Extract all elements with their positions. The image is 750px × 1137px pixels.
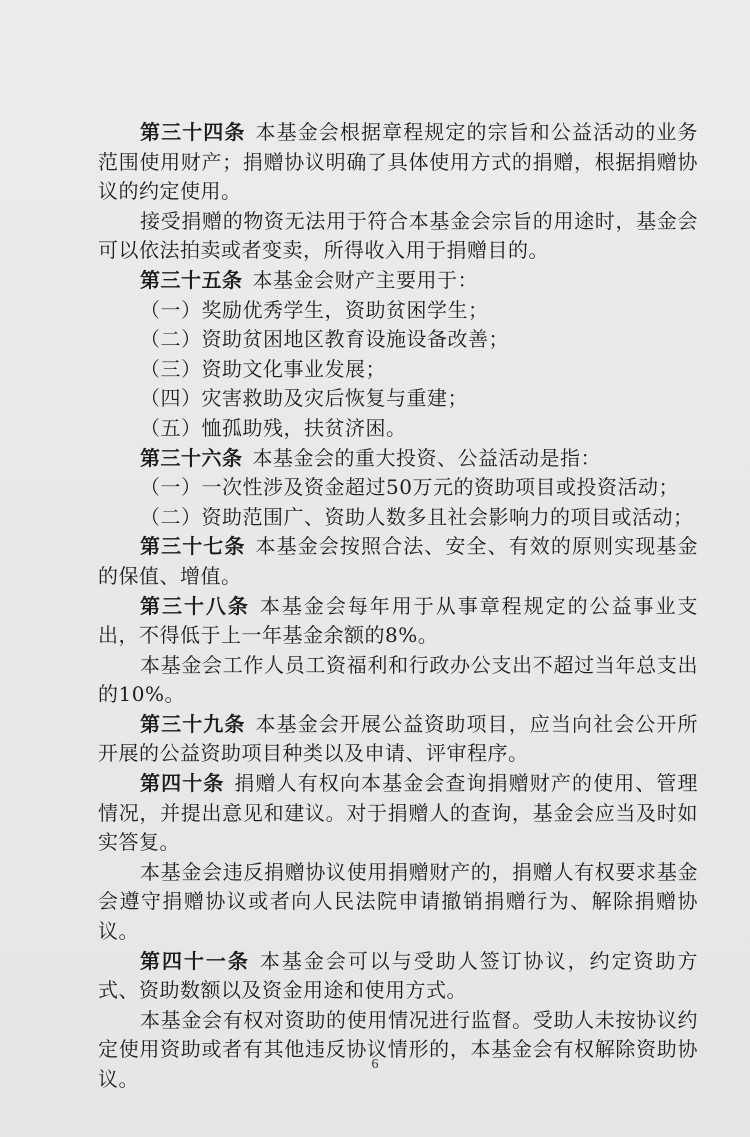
- list-item: [98, 414, 698, 444]
- paragraph-text: 本基金会财产主要用于：: [252, 267, 478, 292]
- list-item: [98, 503, 698, 533]
- list-item-text: （一）一次性涉及资金超过50万元的资助项目或投资活动；: [140, 475, 679, 500]
- paragraph-article-36: [98, 444, 698, 474]
- paragraph-article-40: [98, 769, 698, 858]
- paragraph-article-38: [98, 592, 698, 651]
- paragraph-text: 本基金会工作人员工资福利和行政办公支出不超过当年总支出的10%。: [98, 652, 698, 707]
- list-item-text: （一）奖励优秀学生，资助贫困学生；: [140, 297, 489, 322]
- list-item: [98, 384, 698, 414]
- list-item-text: （五）恤孤助残，扶贫济困。: [140, 415, 407, 440]
- paragraph-text: 本基金会可以与受助人签订协议，约定资助方式、资助数额以及资金用途和使用方式。: [98, 948, 699, 1003]
- paragraph-text: 本基金会根据章程规定的宗旨和公益活动的业务范围使用财产；捐赠协议明确了具体使用方式的捐赠，根据捐赠协议的约定使用。: [98, 120, 698, 204]
- paragraph-text: 捐赠人有权向本基金会查询捐赠财产的使用、管理情况，并提出意见和建议。对于捐赠人的查询，基金会应当及时如实答复。: [98, 771, 699, 855]
- paragraph-text: 本基金会开展公益资助项目，应当向社会公开所开展的公益资助项目种类以及申请、评审程序。: [98, 711, 698, 766]
- paragraph: [98, 858, 698, 947]
- list-item-text: （四）灾害救助及灾后恢复与重建；: [140, 386, 468, 411]
- article-heading: 第三十八条: [140, 593, 250, 618]
- paragraph-text: 本基金会违反捐赠协议使用捐赠财产的，捐赠人有权要求基金会遵守捐赠协议或者向人民法院申请撤销捐赠行为、解除捐赠协议。: [98, 859, 698, 944]
- list-item: [98, 355, 698, 385]
- list-item: [98, 296, 698, 326]
- list-item: [98, 325, 698, 355]
- list-item-text: （二）资助范围广、资助人数多且社会影响力的项目或活动；: [140, 504, 694, 529]
- paragraph-text: 本基金会的重大投资、公益活动是指：: [252, 445, 601, 470]
- paragraph-text: 本基金会按照合法、安全、有效的原则实现基金的保值、增值。: [98, 534, 698, 588]
- article-heading: 第三十九条: [140, 711, 246, 736]
- document-body: [98, 118, 698, 1095]
- article-heading: 第三十五条: [140, 267, 243, 292]
- paragraph-article-34: [98, 118, 698, 207]
- paragraph-article-41: [98, 947, 698, 1006]
- paragraph: [98, 1006, 698, 1095]
- paragraph: [98, 651, 698, 710]
- article-heading: 第四十条: [140, 771, 225, 796]
- paragraph: [98, 207, 698, 266]
- article-heading: 第三十七条: [140, 534, 246, 559]
- article-heading: 第四十一条: [140, 948, 250, 973]
- paragraph-text: 本基金会每年用于从事章程规定的公益事业支出，不得低于上一年基金余额的8%。: [98, 593, 699, 648]
- list-item-text: （三）资助文化事业发展；: [140, 356, 386, 381]
- list-item-text: （二）资助贫困地区教育设施设备改善；: [140, 327, 509, 352]
- paragraph-article-39: [98, 710, 698, 769]
- paragraph-text: 本基金会有权对资助的使用情况进行监督。受助人未按协议约定使用资助或者有其他违反协议情形的，本基金会有权解除资助协议。: [98, 1007, 698, 1091]
- paragraph-article-37: [98, 532, 698, 591]
- list-item: [98, 473, 698, 503]
- article-heading: 第三十四条: [140, 120, 246, 144]
- paragraph-article-35: [98, 266, 698, 296]
- page-number: 6: [371, 1057, 379, 1072]
- paragraph-text: 接受捐赠的物资无法用于符合本基金会宗旨的用途时，基金会可以依法拍卖或者变卖，所得收入用于捐赠目的。: [98, 208, 698, 263]
- article-heading: 第三十六条: [140, 445, 243, 470]
